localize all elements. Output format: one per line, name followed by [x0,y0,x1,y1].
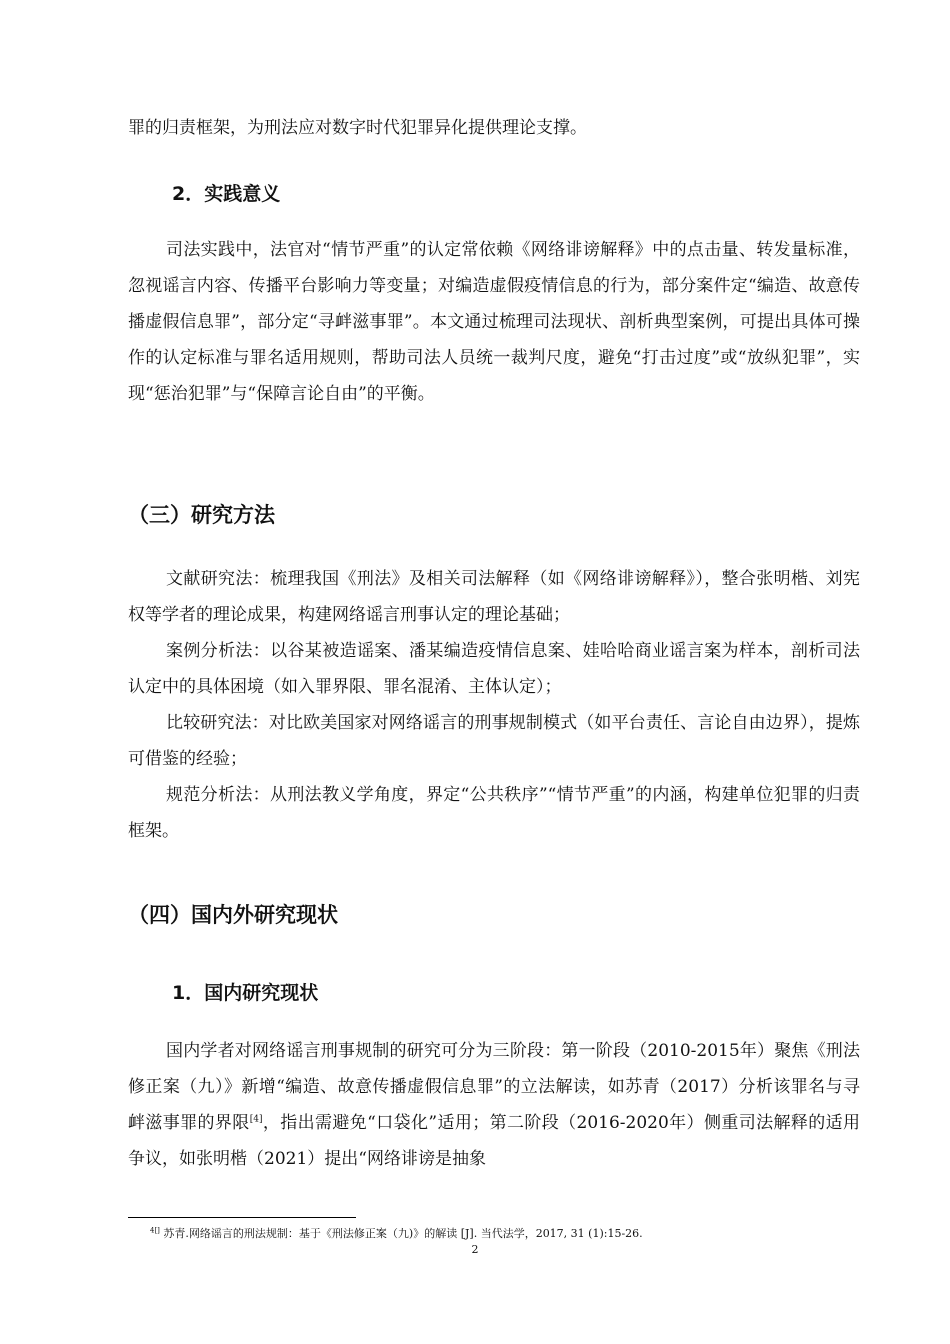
domestic-text-before-ref: 国内学者对网络谣言刑事规制的研究可分为三阶段：第一阶段（2010-2015年）聚焦《刑法修正案（九）》新增“编造、故意传播虚假信息罪”的立法解读，如苏青（2017）分析该罪名与寻衅滋事罪的界限 [128,1041,860,1133]
page-number: 2 [471,1243,479,1256]
methods-heading: （三）研究方法 [128,503,275,527]
domestic-text-after-ref: ，指出需避免“口袋化”适用；第二阶段（2016-2020年）侧重司法解释的适用争议，如张明楷（2021）提出“网络诽谤是抽象 [128,1113,861,1169]
method-literature: 文献研究法：梳理我国《刑法》及相关司法解释（如《网络诽谤解释》），整合张明楷、刘宪权等学者的理论成果，构建网络谣言刑事认定的理论基础； [128,569,860,625]
practical-heading: 2．实践意义 [172,183,281,205]
method-comparative: 比较研究法：对比欧美国家对网络谣言的刑事规制模式（如平台责任、言论自由边界），提炼可借鉴的经验； [128,713,860,769]
footnote-mark: 4[] [150,1226,160,1235]
lead-paragraph: 罪的归责框架，为刑法应对数字时代犯罪异化提供理论支撑。 [128,118,587,138]
domestic-status-heading: 1．国内研究现状 [172,982,319,1004]
footnote [150,1225,643,1243]
status-heading: （四）国内外研究现状 [128,903,338,927]
footnote-separator [128,1217,356,1218]
methods-list [128,561,860,849]
method-case-analysis: 案例分析法：以谷某被造谣案、潘某编造疫情信息案、娃哈哈商业谣言案为样本，剖析司法认定中的具体困境（如入罪界限、罪名混淆、主体认定）； [128,641,860,697]
domestic-status-paragraph [128,1033,860,1177]
footnote-text: 苏青.网络谣言的刑法规制：基于《刑法修正案（九)》的解读 [J]. 当代法学，2017, 31 (1):15-26. [163,1227,643,1240]
citation-reference[interactable]: [4] [249,1114,263,1125]
method-normative: 规范分析法：从刑法教义学角度，界定“公共秩序”“情节严重”的内涵，构建单位犯罪的归责框架。 [128,785,860,841]
practical-paragraph: 司法实践中，法官对“情节严重”的认定常依赖《网络诽谤解释》中的点击量、转发量标准，忽视谣言内容、传播平台影响力等变量；对编造虚假疫情信息的行为，部分案件定“编造、故意传播虚假信息罪”，部分定“寻衅滋事罪”。本文通过梳理司法现状、剖析典型案例，可提出具体可操作的认定标准与罪名适用规则，帮助司法人员统一裁判尺度，避免“打击过度”或“放纵犯罪”，实现“惩治犯罪”与“保障言论自由”的平衡。 [128,240,860,404]
